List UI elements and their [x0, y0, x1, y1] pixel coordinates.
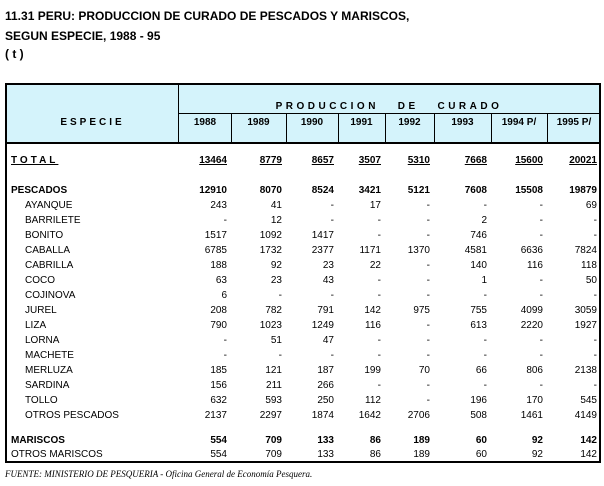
cell-value: 140 [470, 260, 487, 271]
cell-value: 554 [210, 449, 227, 460]
column-divider [491, 114, 492, 142]
row-label: JUREL [25, 305, 57, 316]
cell-value: 196 [470, 395, 487, 406]
row-label: OTROS MARISCOS [11, 449, 103, 460]
table-row [7, 433, 599, 448]
cell-value: 12910 [199, 185, 227, 196]
cell-value: 3059 [574, 305, 597, 316]
cell-value: 755 [470, 305, 487, 316]
table-header [7, 85, 599, 144]
cell-value: 188 [210, 260, 227, 271]
cell-value: 6 [221, 290, 227, 301]
cell-value: 6636 [520, 245, 543, 256]
cell-value: - [426, 260, 430, 271]
column-divider [547, 114, 548, 142]
cell-value: 17 [369, 200, 381, 211]
row-label: COCO [25, 275, 55, 286]
cell-value: - [223, 350, 227, 361]
cell-value: - [330, 200, 334, 211]
cell-value: - [426, 275, 430, 286]
cell-value: 133 [317, 449, 334, 460]
year-header: 1994 P/ [501, 117, 537, 128]
cell-value: 116 [527, 260, 543, 271]
cell-value: 1927 [574, 320, 597, 331]
cell-value: 250 [317, 395, 334, 406]
cell-value: 23 [322, 260, 334, 271]
cell-value: 6785 [204, 245, 227, 256]
cell-value: 7824 [574, 245, 597, 256]
row-label: CABALLA [25, 245, 71, 256]
cell-value: 2 [481, 215, 487, 226]
cell-value: - [426, 395, 430, 406]
source-note: FUENTE: MINISTERIO DE PESQUERIA - Oficina General de Economía Pesquera. [5, 469, 313, 479]
table-subtitle: SEGUN ESPECIE, 1988 - 95 [5, 29, 161, 43]
cell-value: - [593, 380, 597, 391]
cell-value: 19879 [569, 185, 597, 196]
cell-value: - [330, 350, 334, 361]
cell-value: 92 [531, 449, 543, 460]
cell-value: 1517 [204, 230, 227, 241]
cell-value: 185 [210, 365, 227, 376]
cell-value: - [539, 380, 543, 391]
cell-value: 1417 [311, 230, 334, 241]
cell-value: 199 [364, 365, 381, 376]
cell-value: 142 [580, 435, 597, 446]
cell-value: 118 [581, 260, 597, 271]
cell-value: 2706 [407, 410, 430, 421]
row-label: MERLUZA [25, 365, 73, 376]
cell-value: - [593, 215, 597, 226]
cell-value: 709 [265, 449, 282, 460]
cell-value: - [426, 320, 430, 331]
table-row [7, 198, 599, 213]
cell-value: - [426, 290, 430, 301]
cell-value: 66 [475, 365, 487, 376]
cell-value: - [483, 335, 487, 346]
table-row [7, 318, 599, 333]
row-label: BONITO [25, 230, 64, 241]
cell-value: 1023 [259, 320, 282, 331]
cell-value: 1171 [359, 245, 381, 256]
especie-header: ESPECIE [60, 117, 125, 128]
year-header: 1993 [451, 117, 474, 128]
row-label: LIZA [25, 320, 47, 331]
table-row [7, 153, 599, 168]
cell-value: 3421 [358, 185, 381, 196]
cell-value: 47 [322, 335, 334, 346]
cell-value: 22 [369, 260, 381, 271]
cell-value: - [223, 215, 227, 226]
cell-value: - [539, 350, 543, 361]
cell-value: - [377, 275, 381, 286]
cell-value: 41 [270, 200, 282, 211]
cell-value: 7668 [464, 155, 487, 166]
cell-value: - [377, 380, 381, 391]
produccion-header: PRODUCCION DE CURADO [275, 101, 503, 112]
cell-value: 187 [317, 365, 334, 376]
cell-value: 5121 [407, 185, 430, 196]
cell-value: 133 [317, 435, 334, 446]
row-label: PESCADOS [11, 185, 68, 196]
column-divider [434, 114, 435, 142]
cell-value: - [426, 200, 430, 211]
cell-value: 1642 [358, 410, 381, 421]
cell-value: - [593, 290, 597, 301]
cell-value: - [426, 215, 430, 226]
table-row [7, 183, 599, 198]
cell-value: 156 [210, 380, 227, 391]
table-row [7, 348, 599, 363]
cell-value: 15600 [515, 155, 543, 166]
cell-value: - [330, 290, 334, 301]
cell-value: - [593, 350, 597, 361]
cell-value: - [377, 290, 381, 301]
cell-value: 63 [215, 275, 227, 286]
row-label: TOLLO [25, 395, 58, 406]
row-label: AYANQUE [25, 200, 73, 211]
cell-value: - [377, 215, 381, 226]
cell-value: 2297 [259, 410, 282, 421]
cell-value: - [377, 335, 381, 346]
cell-value: 791 [317, 305, 334, 316]
cell-value: 8779 [259, 155, 282, 166]
cell-value: 632 [210, 395, 227, 406]
cell-value: - [330, 215, 334, 226]
cell-value: - [593, 335, 597, 346]
cell-value: 170 [526, 395, 543, 406]
cell-value: 15508 [515, 185, 543, 196]
year-header: 1990 [300, 117, 324, 128]
table-row [7, 228, 599, 243]
cell-value: 2137 [204, 410, 227, 421]
cell-value: 211 [266, 380, 282, 391]
cell-value: 4581 [464, 245, 487, 256]
cell-value: - [593, 230, 597, 241]
cell-value: 189 [413, 449, 430, 460]
cell-value: 266 [317, 380, 334, 391]
cell-value: 50 [585, 275, 597, 286]
cell-value: 116 [365, 320, 381, 331]
cell-value: - [223, 335, 227, 346]
cell-value: 92 [531, 435, 543, 446]
cell-value: 112 [365, 395, 381, 406]
cell-value: - [377, 230, 381, 241]
year-header: 1992 [398, 117, 421, 128]
cell-value: 3507 [358, 155, 381, 166]
cell-value: - [278, 350, 282, 361]
table-row [7, 243, 599, 258]
row-label: LORNA [25, 335, 60, 346]
cell-value: 1249 [311, 320, 334, 331]
cell-value: 1461 [520, 410, 543, 421]
cell-value: 4099 [520, 305, 543, 316]
row-label: TOTAL [11, 155, 59, 166]
header-rule [178, 113, 599, 114]
cell-value: 20021 [569, 155, 597, 166]
cell-value: 86 [369, 435, 381, 446]
row-label: MARISCOS [11, 435, 65, 446]
cell-value: 243 [210, 200, 227, 211]
column-divider [231, 114, 232, 142]
cell-value: - [539, 200, 543, 211]
cell-value: 142 [580, 449, 597, 460]
cell-value: - [483, 380, 487, 391]
cell-value: 613 [470, 320, 487, 331]
cell-value: 70 [418, 365, 430, 376]
data-table [5, 83, 601, 463]
cell-value: 1092 [259, 230, 282, 241]
cell-value: - [539, 275, 543, 286]
cell-value: 8657 [311, 155, 334, 166]
table-row [7, 393, 599, 408]
table-title: 11.31 PERU: PRODUCCION DE CURADO DE PESCADOS Y MARISCOS, [5, 9, 410, 23]
year-header: 1995 P/ [556, 117, 592, 128]
cell-value: 7608 [464, 185, 487, 196]
cell-value: 51 [270, 335, 282, 346]
cell-value: 1732 [259, 245, 282, 256]
table-row [7, 273, 599, 288]
table-row [7, 258, 599, 273]
year-header: 1989 [247, 117, 270, 128]
cell-value: - [539, 290, 543, 301]
cell-value: - [278, 290, 282, 301]
cell-value: - [483, 350, 487, 361]
table-row [7, 447, 599, 462]
row-label: COJINOVA [25, 290, 76, 301]
cell-value: 43 [322, 275, 334, 286]
cell-value: 69 [585, 200, 597, 211]
cell-value: 1 [481, 275, 487, 286]
year-header: 1988 [193, 117, 217, 128]
cell-value: - [426, 350, 430, 361]
cell-value: - [483, 290, 487, 301]
cell-value: 121 [265, 365, 282, 376]
cell-value: 2377 [311, 245, 334, 256]
cell-value: - [426, 335, 430, 346]
cell-value: 2220 [520, 320, 543, 331]
year-header: 1991 [350, 117, 373, 128]
cell-value: 1874 [311, 410, 334, 421]
cell-value: 4149 [574, 410, 597, 421]
row-label: OTROS PESCADOS [25, 410, 119, 421]
cell-value: 806 [526, 365, 543, 376]
column-divider [286, 114, 287, 142]
cell-value: 208 [210, 305, 227, 316]
table-row [7, 288, 599, 303]
row-label: CABRILLA [25, 260, 74, 271]
cell-value: 23 [270, 275, 282, 286]
table-row [7, 378, 599, 393]
cell-value: - [377, 350, 381, 361]
table-unit: ( t ) [5, 47, 24, 61]
cell-value: - [483, 200, 487, 211]
cell-value: 142 [364, 305, 381, 316]
cell-value: 554 [210, 435, 227, 446]
cell-value: - [426, 380, 430, 391]
cell-value: 189 [413, 435, 430, 446]
cell-value: - [539, 215, 543, 226]
table-row [7, 363, 599, 378]
cell-value: - [426, 230, 430, 241]
cell-value: 545 [580, 395, 597, 406]
cell-value: 746 [470, 230, 487, 241]
row-label: SARDINA [25, 380, 70, 391]
cell-value: 92 [270, 260, 282, 271]
table-row [7, 333, 599, 348]
row-label: MACHETE [25, 350, 74, 361]
column-divider [385, 114, 386, 142]
cell-value: 86 [369, 449, 381, 460]
cell-value: 12 [270, 215, 282, 226]
table-row [7, 408, 599, 423]
cell-value: 8070 [259, 185, 282, 196]
table-row [7, 303, 599, 318]
cell-value: 8524 [311, 185, 334, 196]
cell-value: 60 [475, 435, 487, 446]
table-row [7, 213, 599, 228]
cell-value: - [539, 230, 543, 241]
cell-value: 593 [265, 395, 282, 406]
cell-value: 13464 [199, 155, 227, 166]
cell-value: - [539, 335, 543, 346]
row-label: BARRILETE [25, 215, 81, 226]
cell-value: 1370 [407, 245, 430, 256]
column-divider [338, 114, 339, 142]
cell-value: 709 [265, 435, 282, 446]
cell-value: 508 [470, 410, 487, 421]
cell-value: 790 [210, 320, 227, 331]
cell-value: 2138 [574, 365, 597, 376]
cell-value: 782 [265, 305, 282, 316]
cell-value: 60 [475, 449, 487, 460]
cell-value: 5310 [407, 155, 430, 166]
cell-value: 975 [413, 305, 430, 316]
